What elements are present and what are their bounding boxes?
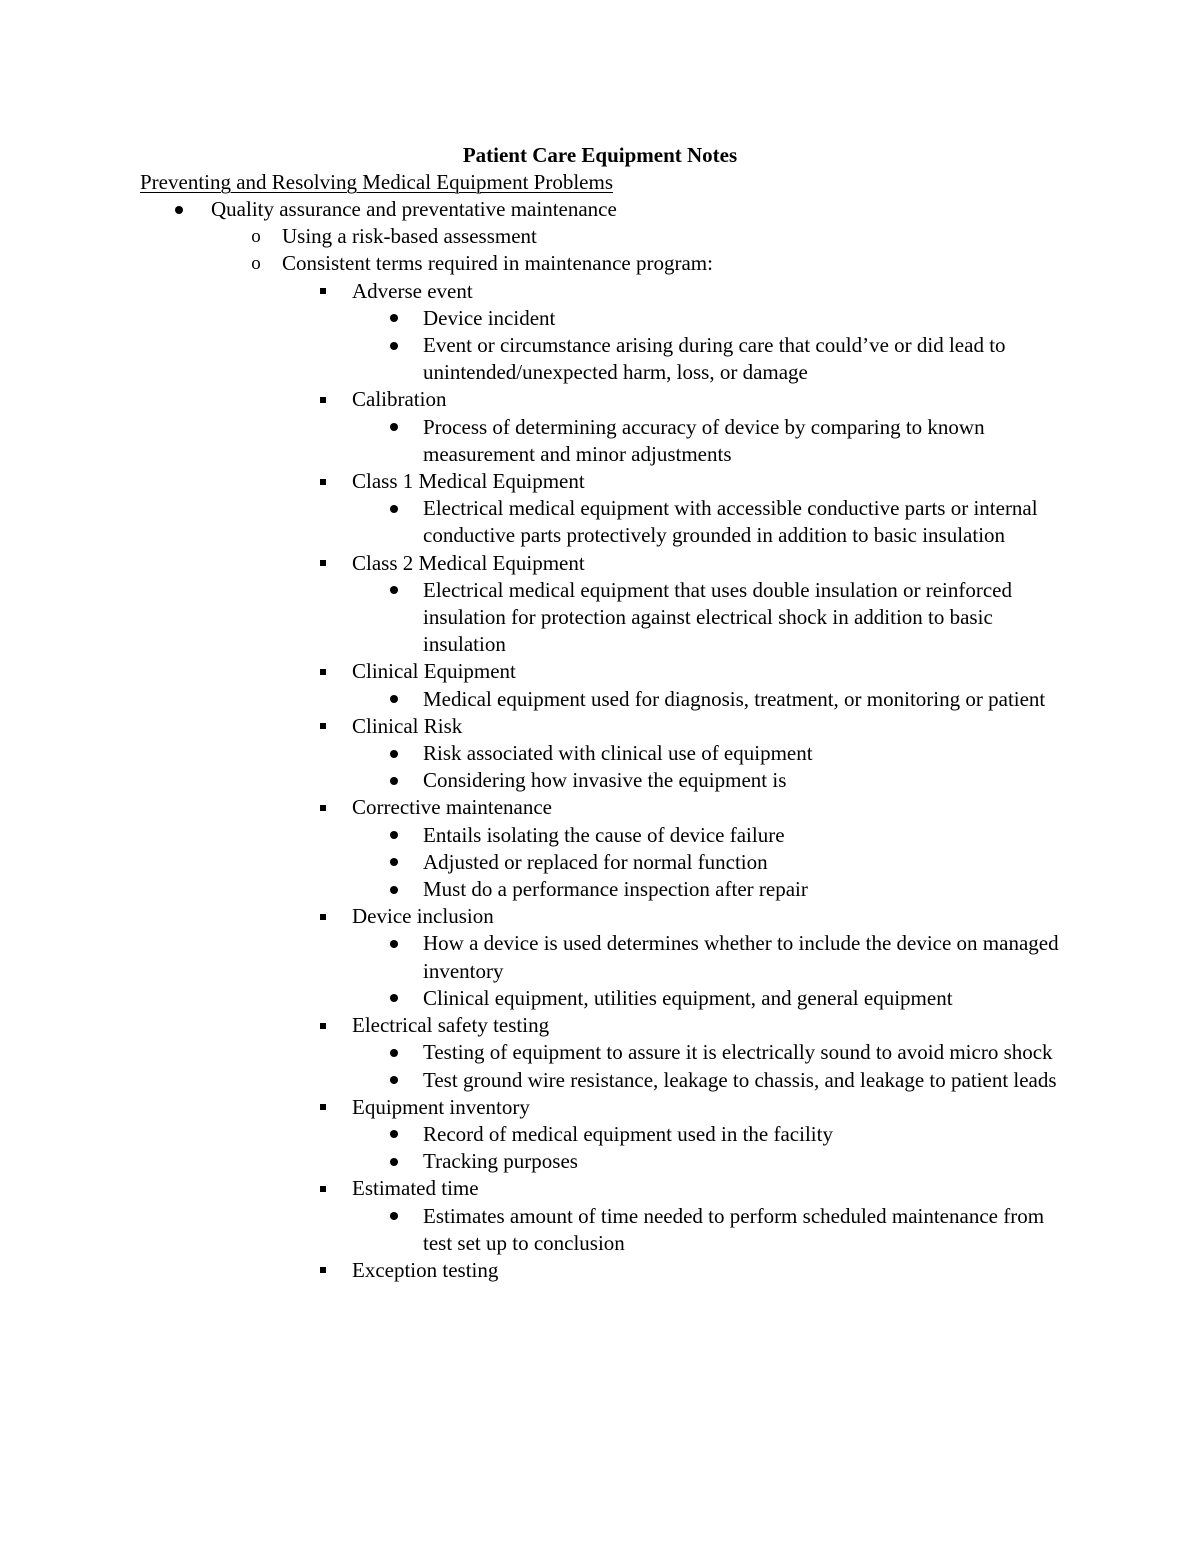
outline-item-text: Must do a performance inspection after repair [423, 877, 808, 902]
bullet-dot-icon [384, 1203, 404, 1230]
bullet-square-icon [313, 1175, 333, 1202]
outline-item-level-4 [0, 740, 1200, 767]
bullet-square-icon [313, 794, 333, 821]
outline-item-text: Estimates amount of time needed to perform scheduled maintenance from test set up to conclusion [423, 1203, 1045, 1255]
outline-item-text: Clinical equipment, utilities equipment, and general equipment [423, 985, 953, 1010]
outline-item-level-4 [0, 686, 1200, 713]
outline-item-text: Risk associated with clinical use of equipment [423, 741, 813, 766]
outline-item-level-4 [0, 495, 1200, 549]
outline-item-level-4 [0, 767, 1200, 794]
bullet-square-icon [313, 550, 333, 577]
outline-item-text: Entails isolating the cause of device failure [423, 822, 785, 847]
bullet-square-icon [313, 903, 333, 930]
bullet-dot-icon [384, 822, 404, 849]
outline-item-level-4 [0, 1148, 1200, 1175]
bullet-dot-icon [384, 1039, 404, 1066]
outline-item-text: Electrical medical equipment with accessible conductive parts or internal conductive parts protectively grounded in addition to basic insulation [423, 496, 1038, 548]
outline-item-level-4 [0, 1039, 1200, 1066]
bullet-square-icon [313, 1257, 333, 1284]
bullet-dot-icon [384, 849, 404, 876]
outline-item-level-3 [0, 1257, 1200, 1284]
outline-item-level-3 [0, 1175, 1200, 1202]
bullet-dot-icon [384, 1067, 404, 1094]
document-title: Patient Care Equipment Notes [462, 143, 738, 167]
outline-item-level-3 [0, 903, 1200, 930]
bullet-dot-icon [384, 332, 404, 359]
outline-item-text: Exception testing [352, 1257, 499, 1282]
bullet-dot-icon [384, 495, 404, 522]
outline-item-text: Electrical medical equipment that uses double insulation or reinforced insulation for protection against electrical shock in addition to basic insulation [423, 577, 1012, 657]
outline-item-level-3 [0, 386, 1200, 413]
outline-item-text: Test ground wire resistance, leakage to chassis, and leakage to patient leads [423, 1067, 1057, 1092]
bullet-dot-icon [384, 1148, 404, 1175]
outline-item-text: Electrical safety testing [352, 1013, 550, 1038]
outline-item-text: Estimated time [352, 1176, 479, 1201]
bullet-square-icon [313, 1094, 333, 1121]
outline-item-text: Equipment inventory [352, 1094, 530, 1119]
outline-item-text: Adverse event [352, 278, 473, 303]
bullet-square-icon [313, 468, 333, 495]
bullet-circle-icon: o [251, 253, 261, 275]
bullet-square-icon [313, 658, 333, 685]
bullet-dot-icon [384, 305, 404, 332]
outline-item-text: Tracking purposes [423, 1149, 578, 1174]
bullet-outline [0, 196, 1200, 1284]
outline-item-level-2 [0, 250, 1200, 277]
outline-item-text: Record of medical equipment used in the facility [423, 1121, 833, 1146]
bullet-dot-icon [384, 767, 404, 794]
outline-item-text: Class 2 Medical Equipment [352, 550, 585, 575]
bullet-dot-icon [384, 686, 404, 713]
outline-item-text: Device incident [423, 305, 556, 330]
outline-item-text: Device inclusion [352, 904, 494, 929]
outline-item-level-3 [0, 1012, 1200, 1039]
bullet-dot-icon [384, 740, 404, 767]
outline-item-level-3 [0, 278, 1200, 305]
outline-item-level-3 [0, 550, 1200, 577]
outline-item-level-4 [0, 577, 1200, 659]
outline-item-text: Quality assurance and preventative maintenance [211, 197, 617, 221]
outline-item-level-4 [0, 1203, 1200, 1257]
outline-item-level-4 [0, 1067, 1200, 1094]
bullet-dot-icon [384, 930, 404, 957]
outline-item-text: Corrective maintenance [352, 795, 552, 820]
outline-item-text: Testing of equipment to assure it is electrically sound to avoid micro shock [423, 1040, 1053, 1065]
document-subtitle: Preventing and Resolving Medical Equipment Problems [140, 170, 614, 194]
bullet-dot-icon [169, 196, 189, 223]
bullet-square-icon [313, 386, 333, 413]
outline-item-text: Event or circumstance arising during care that could’ve or did lead to unintended/unexpected harm, loss, or damage [423, 333, 1006, 385]
outline-item-text: Considering how invasive the equipment is [423, 768, 787, 793]
outline-item-level-3 [0, 468, 1200, 495]
bullet-square-icon [313, 278, 333, 305]
outline-item-level-3 [0, 1094, 1200, 1121]
outline-item-level-4 [0, 332, 1200, 386]
outline-item-text: Adjusted or replaced for normal function [423, 849, 768, 874]
outline-item-text: Clinical Equipment [352, 659, 516, 684]
outline-item-text: Calibration [352, 387, 447, 412]
outline-item-text: Process of determining accuracy of device by comparing to known measurement and minor adjustments [423, 414, 985, 466]
outline-item-level-4 [0, 985, 1200, 1012]
outline-item-text: Using a risk-based assessment [282, 224, 537, 249]
outline-item-text: Consistent terms required in maintenance program: [282, 251, 713, 276]
outline-item-level-4 [0, 849, 1200, 876]
outline-item-text: Class 1 Medical Equipment [352, 469, 585, 494]
outline-item-level-4 [0, 305, 1200, 332]
bullet-dot-icon [384, 876, 404, 903]
outline-item-text: How a device is used determines whether to include the device on managed inventory [423, 931, 1059, 983]
bullet-square-icon [313, 713, 333, 740]
outline-item-level-4 [0, 822, 1200, 849]
outline-item-level-4 [0, 930, 1200, 984]
outline-item-text: Medical equipment used for diagnosis, treatment, or monitoring or patient [423, 686, 1046, 711]
outline-item-level-3 [0, 658, 1200, 685]
outline-item-level-2 [0, 223, 1200, 250]
bullet-dot-icon [384, 414, 404, 441]
outline-item-level-4 [0, 876, 1200, 903]
outline-item-level-4 [0, 1121, 1200, 1148]
bullet-dot-icon [384, 985, 404, 1012]
outline-item-level-1 [0, 196, 1200, 223]
outline-item-level-3 [0, 794, 1200, 821]
bullet-dot-icon [384, 577, 404, 604]
bullet-circle-icon: o [251, 226, 261, 248]
bullet-dot-icon [384, 1121, 404, 1148]
outline-item-level-3 [0, 713, 1200, 740]
outline-item-text: Clinical Risk [352, 713, 463, 738]
outline-item-level-4 [0, 414, 1200, 468]
bullet-square-icon [313, 1012, 333, 1039]
